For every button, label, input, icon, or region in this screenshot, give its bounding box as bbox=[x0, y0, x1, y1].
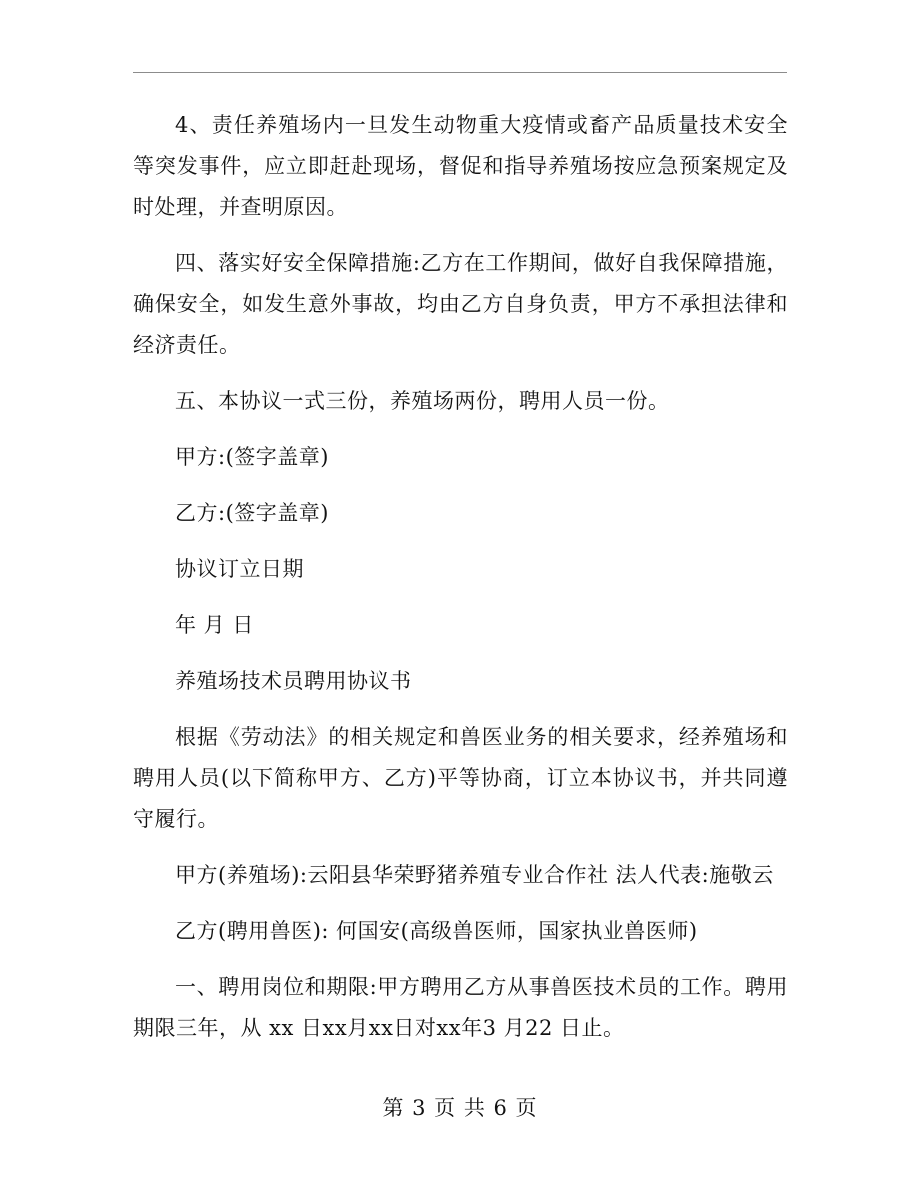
document-body bbox=[133, 105, 788, 1064]
paragraph-position-term: 一、聘用岗位和期限:甲方聘用乙方从事兽医技术员的工作。聘用期限三年，从 xx 日xx月xx日对xx年3 月22 日止。 bbox=[133, 975, 788, 1040]
agreement-date-label: 协议订立日期 bbox=[175, 557, 304, 581]
party-b-signature: 乙方:(签字盖章) bbox=[175, 501, 329, 525]
paragraph-safety-measures: 四、落实好安全保障措施:乙方在工作期间，做好自我保障措施，确保安全，如发生意外事故，均由乙方自身负责，甲方不承担法律和经济责任。 bbox=[133, 251, 788, 357]
paragraph-preamble: 根据《劳动法》的相关规定和兽医业务的相关要求，经养殖场和聘用人员(以下简称甲方、乙方)平等协商，订立本协议书，并共同遵守履行。 bbox=[133, 725, 788, 831]
agreement-date-value: 年 月 日 bbox=[175, 613, 254, 637]
header-rule bbox=[133, 72, 787, 73]
page-number: 第 3 页 共 6 页 bbox=[382, 1096, 538, 1120]
party-a-signature: 甲方:(签字盖章) bbox=[175, 445, 329, 469]
document-title: 养殖场技术员聘用协议书 bbox=[175, 669, 412, 693]
paragraph-copies: 五、本协议一式三份，养殖场两份，聘用人员一份。 bbox=[175, 389, 670, 413]
party-a-info: 甲方(养殖场):云阳县华荣野猪养殖专业合作社 法人代表:施敬云 bbox=[175, 863, 774, 887]
party-b-info: 乙方(聘用兽医): 何国安(高级兽医师，国家执业兽医师) bbox=[175, 919, 698, 943]
paragraph-emergency-duty: 4、责任养殖场内一旦发生动物重大疫情或畜产品质量技术安全等突发事件，应立即赶赴现场，督促和指导养殖场按应急预案规定及时处理，并查明原因。 bbox=[133, 113, 788, 219]
